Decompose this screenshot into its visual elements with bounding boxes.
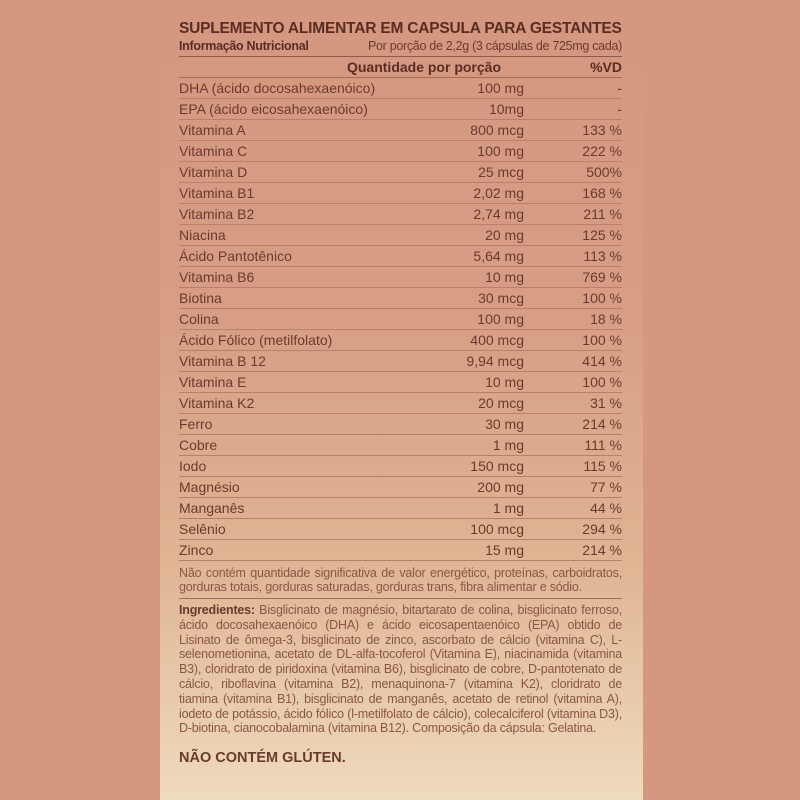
- nutrient-name: Manganês: [179, 500, 245, 516]
- nutrient-quantity: 25 mcg: [478, 164, 524, 180]
- nutrient-name: Vitamina D: [179, 164, 248, 180]
- nutrient-quantity: 400 mcg: [470, 332, 524, 348]
- nutrient-name: EPA (ácido eicosahexaenóico): [179, 101, 368, 117]
- nutrient-quantity: 2,74 mg: [473, 206, 524, 222]
- nutrient-name: Vitamina B1: [179, 185, 255, 201]
- nutrient-quantity: 15 mg: [485, 542, 524, 558]
- nutrient-quantity: 10 mg: [485, 269, 524, 285]
- ingredients-text: Bisglicinato de magnésio, bitartarato de colina, bisglicinato ferroso, ácido docosahexaenóico (DHA) e ácido eicosapentaenóico (EPA) obtido de Lisinato de ômega-3, bisglicinato de zinco, ascorbato de cálcio (vitamina C), L-selenometionina, acetato de DL-alfa-tocoferol (Vitamina E), niacinamida (vitamina B3), cloridrato de piridoxina (vitamina B6), bisglicinato de cobre, D-pantotenato de cálcio, riboflavina (vitamina B2), menaquinona-7 (vitamina K2), cloridrato de tiamina (vitamina B1), bisglicinato de manganês, acetato de retinol (vitamina A), iodeto de potássio, ácido fólico (l-metilfolato de cálcio), colecalciferol (vitamina D3), D-biotina, cianocobalamina (vitamina B12). Composição da cápsula: Gelatina.: [179, 603, 622, 736]
- table-row: [179, 372, 622, 393]
- nutrient-name: DHA (ácido docosahexaenóico): [179, 80, 376, 96]
- table-row: [179, 99, 622, 120]
- table-row: [179, 162, 622, 183]
- nutrient-quantity: 9,94 mcg: [466, 353, 524, 369]
- label-title: SUPLEMENTO ALIMENTAR EM CAPSULA PARA GESTANTES: [179, 20, 622, 37]
- nutrient-vd: 113 %: [583, 248, 622, 264]
- nutrient-name: Ferro: [179, 416, 213, 432]
- nutrient-name: Magnésio: [179, 479, 240, 495]
- table-row: [179, 246, 622, 267]
- nutrient-name: Vitamina A: [179, 122, 246, 138]
- nutrient-name: Vitamina B2: [179, 206, 255, 222]
- nutrient-vd: -: [617, 80, 622, 96]
- table-row: [179, 204, 622, 225]
- nutrient-quantity: 30 mg: [485, 416, 524, 432]
- nutrient-quantity: 200 mg: [477, 479, 524, 495]
- nutrient-name: Selênio: [179, 521, 226, 537]
- nutrient-name: Vitamina C: [179, 143, 248, 159]
- nutrient-vd: 31 %: [590, 395, 622, 411]
- nutrient-quantity: 100 mg: [477, 80, 524, 96]
- ingredients-label: Ingredientes:: [179, 603, 255, 617]
- table-row: [179, 183, 622, 204]
- nutrient-vd: 168 %: [582, 185, 622, 201]
- nutrient-name: Niacina: [179, 227, 226, 243]
- nutrient-vd: 18 %: [590, 311, 622, 327]
- table-row: [179, 267, 622, 288]
- nutrition-label: [160, 0, 643, 800]
- table-row: [179, 78, 622, 99]
- nutrient-name: Vitamina B 12: [179, 353, 266, 369]
- vd-header: %VD: [590, 59, 622, 75]
- nutrient-name: Ácido Fólico (metilfolato): [179, 332, 333, 348]
- table-row: [179, 456, 622, 477]
- table-row: [179, 477, 622, 498]
- nutrient-quantity: 20 mcg: [478, 395, 524, 411]
- nutrient-vd: 77 %: [590, 479, 622, 495]
- nutrient-vd: 211 %: [583, 206, 622, 222]
- table-row: [179, 393, 622, 414]
- table-row: [179, 414, 622, 435]
- nutrient-name: Ácido Pantotênico: [179, 248, 292, 264]
- nutrient-vd: 414 %: [582, 353, 622, 369]
- table-row: [179, 435, 622, 456]
- table-row: [179, 288, 622, 309]
- nutrient-quantity: 1 mg: [492, 500, 524, 516]
- table-row: [179, 498, 622, 519]
- table-row: [179, 120, 622, 141]
- nutrient-quantity: 100 mg: [477, 311, 524, 327]
- table-row: [179, 141, 622, 162]
- nutrient-vd: 125 %: [582, 227, 622, 243]
- nutrient-name: Zinco: [179, 542, 214, 558]
- gluten-warning: NÃO CONTÉM GLÚTEN.: [179, 750, 346, 767]
- nutrient-quantity: 800 mcg: [470, 122, 524, 138]
- nutrient-quantity: 1 mg: [492, 437, 524, 453]
- nutrient-name: Vitamina B6: [179, 269, 255, 285]
- nutrient-table: [179, 78, 622, 561]
- nutrient-vd: 100 %: [582, 290, 622, 306]
- nutrient-name: Iodo: [179, 458, 207, 474]
- table-row: [179, 540, 622, 561]
- table-row: [179, 351, 622, 372]
- nutrient-vd: 214 %: [582, 416, 622, 432]
- nutrient-vd: 294 %: [582, 521, 622, 537]
- nutrient-name: Vitamina E: [179, 374, 247, 390]
- nutrient-vd: 214 %: [582, 542, 622, 558]
- nutrient-vd: 100 %: [582, 374, 622, 390]
- nutrient-vd: 133 %: [582, 122, 622, 138]
- nutrient-vd: 44 %: [590, 500, 622, 516]
- nutrient-quantity: 10 mg: [485, 374, 524, 390]
- nutrient-name: Cobre: [179, 437, 218, 453]
- nutrient-quantity: 100 mg: [477, 143, 524, 159]
- ingredients: [179, 603, 622, 736]
- nutrient-name: Colina: [179, 311, 219, 327]
- nutrient-quantity: 5,64 mg: [473, 248, 524, 264]
- table-row: [179, 519, 622, 540]
- nutrient-vd: 222 %: [582, 143, 622, 159]
- nutrient-vd: 500%: [586, 164, 622, 180]
- nutrient-quantity: 150 mcg: [470, 458, 524, 474]
- table-header: [179, 57, 622, 78]
- nutrient-vd: 111 %: [584, 437, 622, 453]
- nutrient-quantity: 30 mcg: [478, 290, 524, 306]
- nutrient-vd: 769 %: [582, 269, 622, 285]
- nutrient-vd: 100 %: [582, 332, 622, 348]
- nutrient-name: Vitamina K2: [179, 395, 255, 411]
- portion-text: Por porção de 2,2g (3 cápsulas de 725mg cada): [367, 39, 622, 53]
- table-row: [179, 330, 622, 351]
- nutrient-vd: -: [617, 101, 622, 117]
- info-label: Informação Nutricional: [179, 39, 309, 53]
- nutrient-quantity: 10mg: [488, 101, 524, 117]
- nutrient-name: Biotina: [179, 290, 222, 306]
- divider: [179, 598, 622, 599]
- nutrient-quantity: 20 mg: [485, 227, 524, 243]
- table-row: [179, 309, 622, 330]
- quantity-header: Quantidade por porção: [346, 59, 501, 75]
- table-row: [179, 225, 622, 246]
- nutrient-vd: 115 %: [583, 458, 622, 474]
- info-line: [179, 38, 622, 57]
- nutrient-quantity: 2,02 mg: [473, 185, 524, 201]
- footnote: Não contém quantidade significativa de valor energético, proteínas, carboidratos, gorduras totais, gorduras saturadas, gorduras trans, fibra alimentar e sódio.: [179, 566, 622, 594]
- nutrient-quantity: 100 mcg: [470, 521, 524, 537]
